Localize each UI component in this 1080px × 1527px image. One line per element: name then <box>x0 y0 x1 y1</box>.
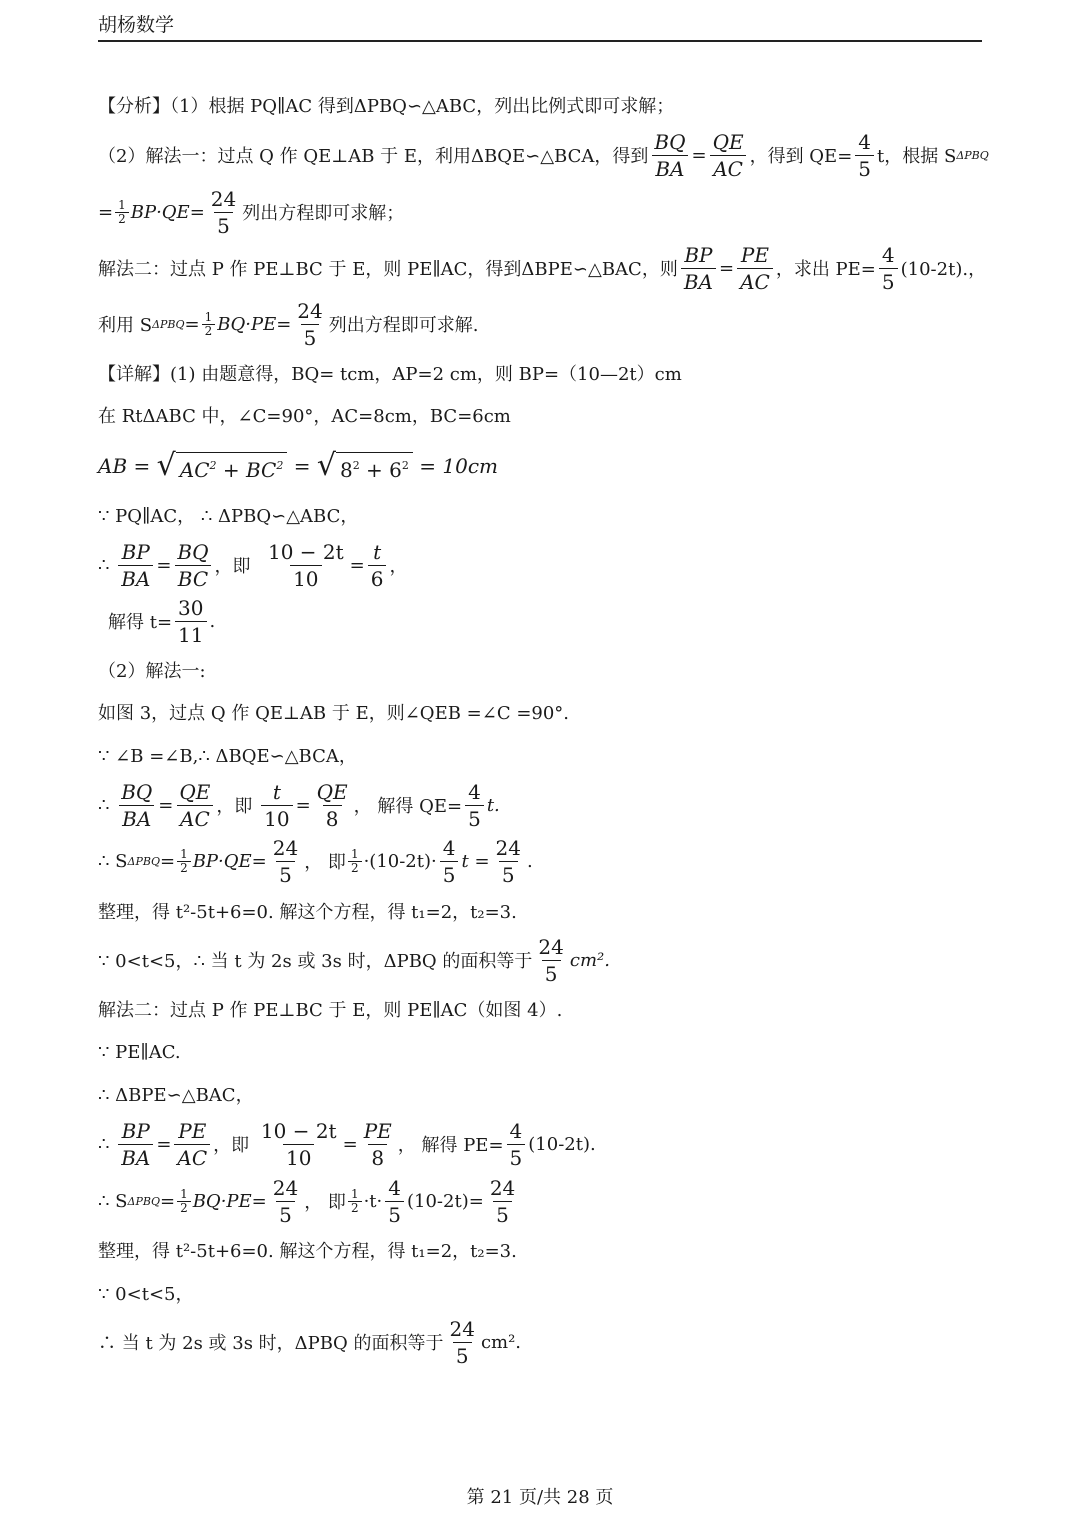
detail-line-ab: AB = √ $AC^2 + BC^2$ = √ $8^2 + 6^2$ = 10cm <box>98 448 498 483</box>
analysis-text: 【分析】（1）根据 PQ∥AC 得到ΔPBQ∽△ABC，列出比例式即可求解； <box>98 96 675 117</box>
fraction: $\frac{PE}{AC}$ <box>174 1118 210 1171</box>
detail-line-9 <box>98 740 990 770</box>
analysis-line-3: = $\frac{1}{2}$ BP·QE= $\frac{24}{5}$ 列出方程即可求解； <box>98 186 405 238</box>
fraction: $\frac{24}{5}$ <box>210 186 237 238</box>
analysis-text: ，求出 PE= <box>775 259 876 280</box>
detail-line-19 <box>98 1235 990 1265</box>
detail-text: 整理，得 t²-5t+6=0. 解这个方程，得 t₁=2，t₂=3. <box>98 902 517 923</box>
detail-line-6: 解得 t= $\frac{30}{11}$ . <box>108 595 216 647</box>
header-title: 胡杨数学 <box>98 14 175 36</box>
detail-text: 解法二：过点 P 作 PE⊥BC 于 E，则 PE∥AC（如图 4）. <box>98 1000 563 1021</box>
detail-line-8 <box>98 697 990 727</box>
analysis-line-2: （2）解法一：过点 Q 作 QE⊥AB 于 E，利用ΔBQE∽△BCA，得到 $\frac{BQ}{BA}$ = $\frac{QE}{AC}$ ，得到 QE= $\frac{4}{5}$ t，根据 S ΔPBQ <box>98 129 989 181</box>
fraction: $\frac{QE}{8}$ <box>316 779 348 831</box>
page-footer <box>0 1483 1080 1509</box>
detail-line-2 <box>98 400 990 430</box>
fraction: $\frac{1}{2}$ <box>115 199 129 226</box>
sqrt: √ $8^2 + 6^2$ <box>317 451 413 481</box>
fraction: $\frac{1}{2}$ <box>348 1188 362 1215</box>
detail-text: 如图 3，过点 Q 作 QE⊥AB 于 E，则∠QEB =∠C =90°. <box>98 703 570 724</box>
fraction: $\frac{24}{5}$ <box>538 934 564 986</box>
detail-text: （2）解法一: <box>98 661 206 682</box>
fraction: $\frac{t}{6}$ <box>368 539 387 592</box>
page-number: 第 21 页/共 28 页 <box>466 1487 614 1508</box>
detail-line-13: ∵ 0<t<5，∴ 当 t 为 2s 或 3s 时，ΔPBQ 的面积等于 $\frac{24}{5}$ cm². <box>98 934 610 986</box>
analysis-text: 列出方程即可求解. <box>328 315 479 336</box>
fraction: $\frac{BP}{BA}$ <box>118 539 153 592</box>
fraction: $\frac{1}{2}$ <box>348 848 362 875</box>
analysis-text: ，得到 QE= <box>749 146 853 167</box>
fraction: $\frac{4}{5}$ <box>465 779 484 832</box>
detail-line-16 <box>98 1079 990 1109</box>
analysis-text: （2）解法一：过点 Q 作 QE⊥AB 于 E，利用ΔBQE∽△BCA，得到 <box>98 146 649 167</box>
detail-line-12 <box>98 896 990 926</box>
analysis-text: 解法二：过点 P 作 PE⊥BC 于 E，则 PE∥AC，得到ΔBPE∽△BAC，则 <box>98 259 678 280</box>
fraction: $\frac{4}{5}$ <box>385 1175 404 1228</box>
analysis-text: BQ·PE= <box>217 313 292 335</box>
detail-line-10: ∴ $\frac{BQ}{BA}$ = $\frac{QE}{AC}$ ，即 $\frac{t}{10}$ = $\frac{QE}{8}$ ， 解得 QE= $\frac{4}{5}$ t. <box>98 779 500 831</box>
detail-line-17: ∴ $\frac{BP}{BA}$ = $\frac{PE}{AC}$ ，即 $\frac{10 - 2t}{10}$ = $\frac{PE}{8}$ ， 解得 PE= $\frac{4}{5}$ (10-2t). <box>98 1118 596 1170</box>
sqrt: √ $AC^2 + BC^2$ <box>157 451 288 481</box>
fraction: $\frac{PE}{AC}$ <box>737 242 773 295</box>
detail-text: 整理，得 t²-5t+6=0. 解这个方程，得 t₁=2，t₂=3. <box>98 1241 517 1262</box>
detail-line-18: ∴ S ΔPBQ = $\frac{1}{2}$ BQ·PE= $\frac{24}{5}$ ， 即 $\frac{1}{2}$ ·t· $\frac{4}{5}$ (10-2t)= $\frac{24}{5}$ <box>98 1173 990 1229</box>
detail-line-14 <box>98 994 990 1024</box>
detail-line-21: ∴ 当 t 为 2s 或 3s 时，ΔPBQ 的面积等于 $\frac{24}{5}$ cm². <box>98 1316 522 1368</box>
fraction: $\frac{1}{2}$ <box>202 311 216 338</box>
fraction: $\frac{1}{2}$ <box>177 848 191 875</box>
detail-text: ∵ PE∥AC. <box>98 1041 181 1063</box>
fraction: $\frac{QE}{AC}$ <box>710 129 747 182</box>
analysis-text: 利用 S <box>98 315 153 336</box>
fraction: $\frac{4}{5}$ <box>879 242 898 295</box>
fraction: $\frac{24}{5}$ <box>495 835 521 887</box>
analysis-text: (10-2t).， <box>900 259 987 280</box>
fraction: $\frac{24}{5}$ <box>272 835 299 887</box>
analysis-line-4: 解法二：过点 P 作 PE⊥BC 于 E，则 PE∥AC，得到ΔBPE∽△BAC，则 $\frac{BP}{BA}$ = $\frac{PE}{AC}$ ，求出 PE= $\frac{4}{5}$ (10-2t).， <box>98 242 987 294</box>
analysis-text: t，根据 S <box>877 146 957 167</box>
fraction: $\frac{BP}{BA}$ <box>118 1118 153 1171</box>
detail-text: ∵ 0<t<5， <box>98 1284 194 1305</box>
fraction: $\frac{24}{5}$ <box>449 1316 475 1368</box>
detail-line-15 <box>98 1037 990 1067</box>
detail-line-1 <box>98 358 990 388</box>
fraction: $\frac{t}{10}$ <box>261 779 292 832</box>
fraction: $\frac{BQ}{BC}$ <box>174 539 211 592</box>
fraction: $\frac{BQ}{BA}$ <box>651 129 688 182</box>
fraction: $\frac{10 - 2t}{10}$ <box>260 1118 337 1170</box>
page-header <box>98 10 982 42</box>
detail-text: ∵ PQ∥AC， ∴ ΔPBQ∽△ABC， <box>98 506 359 527</box>
fraction: $\frac{30}{11}$ <box>175 595 206 648</box>
fraction: $\frac{BQ}{BA}$ <box>118 779 155 832</box>
detail-text: ∵ ∠B =∠B,∴ ΔBQE∽△BCA， <box>98 746 357 767</box>
fraction: $\frac{4}{5}$ <box>855 129 874 182</box>
fraction: $\frac{24}{5}$ <box>489 1175 516 1227</box>
detail-line-20 <box>98 1278 990 1308</box>
fraction: $\frac{4}{5}$ <box>440 835 459 888</box>
fraction: $\frac{10 - 2t}{10}$ <box>267 539 344 591</box>
fraction: $\frac{QE}{AC}$ <box>176 779 213 832</box>
analysis-text: 列出方程即可求解； <box>242 203 405 224</box>
fraction: $\frac{24}{5}$ <box>272 1175 299 1227</box>
detail-line-4 <box>98 500 990 530</box>
detail-text: ∴ ΔBPE∽△BAC， <box>98 1085 254 1106</box>
fraction: $\frac{24}{5}$ <box>297 298 323 350</box>
analysis-text: BP·QE= <box>130 201 205 223</box>
fraction: $\frac{PE}{8}$ <box>363 1118 392 1170</box>
detail-text: 在 RtΔABC 中，∠C=90°，AC=8cm，BC=6cm <box>98 406 511 427</box>
analysis-line-5: 利用 S ΔPBQ = $\frac{1}{2}$ BQ·PE= $\frac{24}{5}$ 列出方程即可求解. <box>98 298 479 350</box>
fraction: $\frac{4}{5}$ <box>507 1118 526 1171</box>
detail-line-7 <box>98 655 990 685</box>
fraction: $\frac{BP}{BA}$ <box>681 242 716 295</box>
analysis-line-1 <box>98 88 990 122</box>
detail-line-5: ∴ $\frac{BP}{BA}$ = $\frac{BQ}{BC}$ ，即 $\frac{10 - 2t}{10}$ = $\frac{t}{6}$ ， <box>98 539 408 591</box>
detail-line-11: ∴ S ΔPBQ = $\frac{1}{2}$ BP·QE= $\frac{24}{5}$ ， 即 $\frac{1}{2}$ ·(10-2t)· $\frac{4}{5}$ t = $\frac{24}{5}$ . <box>98 835 533 887</box>
fraction: $\frac{1}{2}$ <box>177 1188 191 1215</box>
detail-text: 【详解】(1) 由题意得，BQ= tcm，AP=2 cm，则 BP=（10—2t）cm <box>98 364 682 385</box>
